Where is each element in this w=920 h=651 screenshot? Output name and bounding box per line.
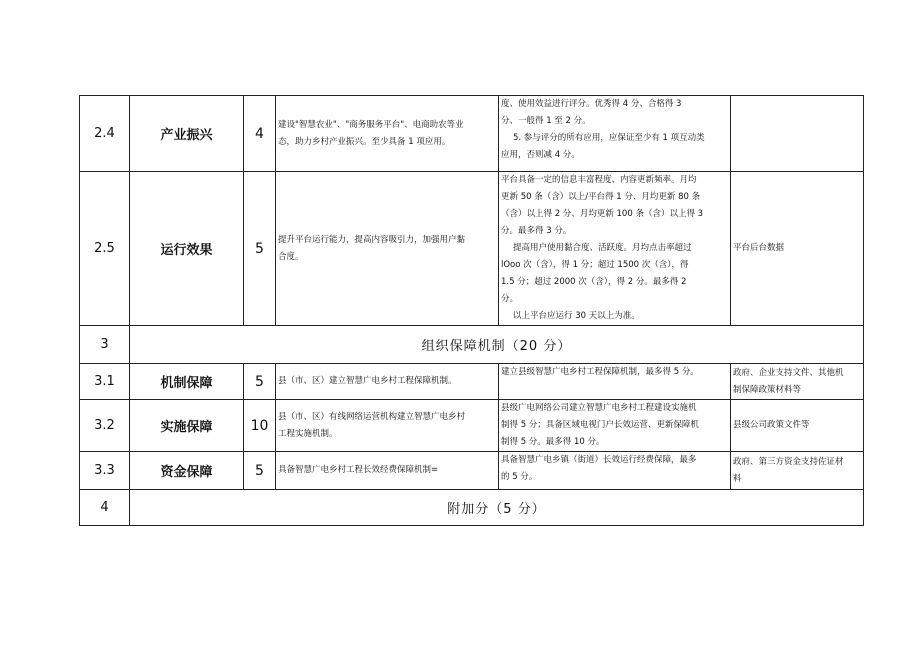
cell-text-line: 料 [733,473,742,484]
cell-text-line: 平台具备一定的信息丰富程度、内容更新频率。月均 [501,175,697,185]
cell-text-line: 具备智慧广电乡村工程长效经费保障机制= [278,465,439,475]
cell-text-line: 工程实施机制。 [278,428,338,439]
requirement-cell [276,400,499,452]
requirement-cell [276,364,499,400]
item-score: 5 [244,172,276,326]
cell-text-line: 具备智慧广电乡镇（街道）长效运行经费保障，最多 [501,455,697,465]
evaluation-table [79,95,864,526]
evidence-cell [731,452,864,490]
item-score: 5 [244,452,276,490]
cell-text-line: 制保障政策材料等 [733,384,802,395]
cell-text-line: 合度。 [278,251,304,262]
table-row [80,400,864,452]
criteria-cell [499,96,731,172]
item-number: 3.1 [80,364,130,400]
cell-text-line: 5. 参与评分的所有应用，应保证至少有 1 项互动类 [513,133,705,143]
cell-text-line: 政府、企业支持文件、其他机 [733,367,844,378]
cell-text-line: 的 5 分。 [501,472,538,482]
section-row [80,490,864,526]
evidence-cell [731,172,864,326]
criteria-cell [499,172,731,326]
requirement-cell [276,172,499,326]
item-score: 5 [244,364,276,400]
cell-text-line: 县级公司政策文件等 [733,420,810,430]
criteria-cell [499,452,731,490]
cell-text-line: 以上平台应运行 30 天以上为准。 [513,311,640,321]
item-name: 运行效果 [130,172,244,326]
cell-text-line: 分。 [501,294,519,304]
evidence-cell [731,96,864,172]
cell-text-line: 更新 50 条（含）以上/平台得 1 分、月均更新 80 条 [501,192,701,202]
cell-text-line: 分、一般得 1 至 2 分。 [501,116,591,126]
cell-text-line: 县（市、区）建立智慧广电乡村工程保障机制。 [278,376,457,386]
table-row [80,452,864,490]
table-row [80,364,864,400]
cell-text-line: 度、使用效益进行评分。优秀得 4 分、合格得 3 [501,99,682,109]
item-name: 实施保障 [130,400,244,452]
cell-text-line: 制得 5 分。最多得 10 分。 [501,437,605,447]
evidence-cell [731,364,864,400]
cell-text-line: 政府、第三方资金支持佐证材 [733,456,844,467]
section-title: 组织保障机制（20 分） [130,326,864,364]
item-number: 4 [80,490,130,526]
cell-text-line: 态，助力乡村产业振兴。至少具备 1 项应用。 [278,136,451,147]
cell-text-line: 分。最多得 3 分。 [501,226,572,236]
item-name: 机制保障 [130,364,244,400]
cell-text-line: 县级广电网络公司建立智慧广电乡村工程建设实施机 [501,403,697,413]
item-number: 3.2 [80,400,130,452]
cell-text-line: （含）以上得 2 分、月均更新 100 条（含）以上得 3 [501,209,704,219]
criteria-cell [499,364,731,400]
cell-text-line: 建立县级智慧广电乡村工程保障机制，最多得 5 分。 [501,367,699,377]
section-row [80,326,864,364]
item-score: 10 [244,400,276,452]
cell-text-line: 提升平台运行能力，提高内容吸引力，加强用户黏 [278,234,466,245]
cell-text-line: 制得 5 分；具备区域电视门户长效运营、更新保障机 [501,420,699,430]
cell-text-line: 平台后台数据 [733,243,785,253]
cell-text-line: 应用，否则减 4 分。 [501,150,580,160]
item-score: 4 [244,96,276,172]
requirement-cell [276,452,499,490]
item-number: 2.4 [80,96,130,172]
evidence-cell [731,400,864,452]
section-title: 附加分（5 分） [130,490,864,526]
table-body [80,96,864,526]
table-row [80,96,864,172]
cell-text-line: 提高用户使用黏合度、活跃度。月均点击率超过 [513,243,692,253]
cell-text-line: 县（市、区）有线网络运营机构建立智慧广电乡村 [278,411,466,422]
cell-text-line: 1.5 分；超过 2000 次（含），得 2 分。最多得 2 [501,277,687,287]
item-name: 资金保障 [130,452,244,490]
requirement-cell [276,96,499,172]
item-number: 3.3 [80,452,130,490]
cell-text-line: lOoo 次（含），得 1 分；超过 1500 次（含），得 [501,260,689,270]
criteria-cell [499,400,731,452]
cell-text-line: 建设"智慧农业"、"商务服务平台"、电商助农等业 [278,119,464,130]
item-number: 2.5 [80,172,130,326]
item-number: 3 [80,326,130,364]
item-name: 产业振兴 [130,96,244,172]
table-row [80,172,864,326]
